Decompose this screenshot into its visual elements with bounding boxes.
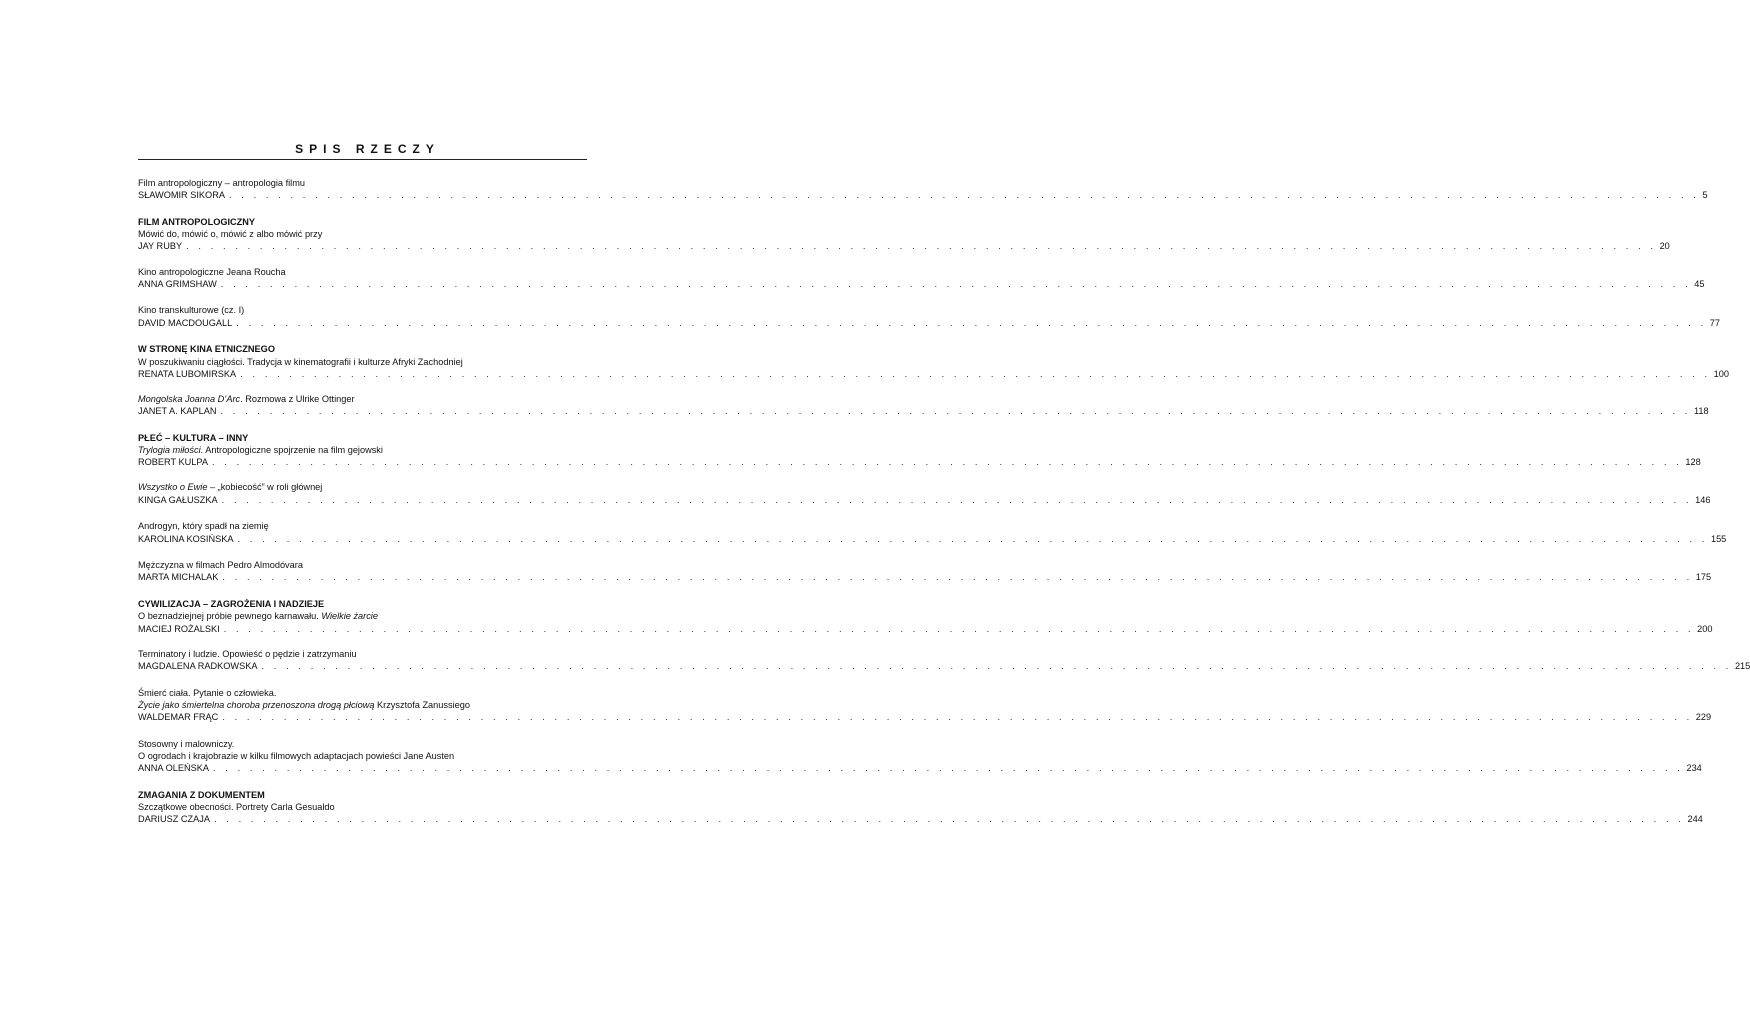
author-line: [138, 711, 1712, 723]
author-line: [138, 240, 1670, 252]
author-name: WALDEMAR FRĄC: [138, 712, 219, 723]
toc-entry: [138, 738, 1702, 775]
title-segment: Stosowny i malowniczy.: [138, 738, 235, 749]
page-number: 234: [1686, 763, 1702, 774]
author-line: [138, 762, 1702, 774]
page-number: 118: [1693, 406, 1709, 417]
entry-title-line: [138, 648, 587, 660]
author-line: [138, 571, 1712, 583]
page-title: SPIS RZECZY: [295, 142, 440, 156]
page-number: 146: [1695, 494, 1711, 505]
author-line: [138, 533, 1727, 545]
author-line: [138, 660, 1750, 672]
author-name: DAVID MACDOUGALL: [138, 317, 233, 328]
toc-list: [138, 177, 1750, 826]
italic-title-segment: Życie jako śmiertelna choroba przenoszona drogą płciową: [138, 699, 375, 710]
author-line: [138, 494, 1711, 506]
dot-leader: . . . . . . . . . . . . . . . . . . . . . . . . . . . . . . . . . . . . . . . . . . . . . . . . . . . . . . . . . . . . . . . . . . . . . . . . . . . . . . . . . . . . . . . . . . . . . . . . . . . . . . . . . . . . . . . . . . . . . . . .: [211, 457, 1683, 468]
author-line: [138, 317, 1720, 329]
page-number: 5: [1702, 190, 1708, 201]
author-name: JANET A. KAPLAN: [138, 406, 217, 417]
section-heading: FILM ANTROPOLOGICZNY: [138, 216, 256, 227]
entry-title-line: [138, 738, 587, 750]
entry-title-line: [138, 393, 587, 405]
dot-leader: . . . . . . . . . . . . . . . . . . . . . . . . . . . . . . . . . . . . . . . . . . . . . . . . . . . . . . . . . . . . . . . . . . . . . . . . . . . . . . . . . . . . . . . . . . . . . . . . . . . . . . . . . . . . . . . . . . . . . . . .: [222, 572, 1693, 583]
toc-entry: [138, 520, 1727, 544]
section-heading: ZMAGANIA Z DOKUMENTEM: [138, 789, 265, 800]
dot-leader: . . . . . . . . . . . . . . . . . . . . . . . . . . . . . . . . . . . . . . . . . . . . . . . . . . . . . . . . . . . . . . . . . . . . . . . . . . . . . . . . . . . . . . . . . . . . . . . . . . . . . . . . . . . . . . . . . . . . . . . .: [220, 278, 1692, 289]
page-number: 215: [1734, 660, 1750, 671]
dot-leader: . . . . . . . . . . . . . . . . . . . . . . . . . . . . . . . . . . . . . . . . . . . . . . . . . . . . . . . . . . . . . . . . . . . . . . . . . . . . . . . . . . . . . . . . . . . . . . . . . . . . . . . . . . . . . . . . . . . . . . . .: [220, 406, 1691, 417]
entry-title-line: [138, 801, 587, 813]
author-name: MACIEJ ROŻALSKI: [138, 623, 220, 634]
author-line: [138, 189, 1708, 201]
title-segment: Śmierć ciała. Pytanie o człowieka.: [138, 687, 277, 698]
page-number: 200: [1697, 623, 1713, 634]
dot-leader: . . . . . . . . . . . . . . . . . . . . . . . . . . . . . . . . . . . . . . . . . . . . . . . . . . . . . . . . . . . . . . . . . . . . . . . . . . . . . . . . . . . . . . . . . . . . . . . . . . . . . . . . . . . . . . . . . . . . . . . .: [261, 660, 1732, 671]
dot-leader: . . . . . . . . . . . . . . . . . . . . . . . . . . . . . . . . . . . . . . . . . . . . . . . . . . . . . . . . . . . . . . . . . . . . . . . . . . . . . . . . . . . . . . . . . . . . . . . . . . . . . . . . . . . . . . . . . . . . . . . .: [240, 368, 1711, 379]
author-name: ANNA GRIMSHAW: [138, 278, 217, 289]
italic-title-segment: Trylogia miłości: [138, 445, 201, 456]
title-segment: Krzysztofa Zanussiego: [374, 699, 470, 710]
page-number: 244: [1687, 814, 1703, 825]
toc-entry: [138, 648, 1750, 672]
toc-entry: [138, 432, 1701, 469]
title-segment: . Antropologiczne spojrzenie na film gejowski: [200, 445, 383, 456]
entry-title-line: [138, 750, 587, 762]
dot-leader: . . . . . . . . . . . . . . . . . . . . . . . . . . . . . . . . . . . . . . . . . . . . . . . . . . . . . . . . . . . . . . . . . . . . . . . . . . . . . . . . . . . . . . . . . . . . . . . . . . . . . . . . . . . . . . . . . . . . . . . .: [222, 712, 1693, 723]
section-heading: CYWILIZACJA – ZAGROŻENIA I NADZIEJE: [138, 599, 325, 610]
section-heading: PŁEĆ – KULTURA – INNY: [138, 432, 249, 443]
toc-entry: [138, 266, 1705, 290]
toc-entry: [138, 216, 1670, 253]
title-segment: – „kobiecość” w roli głównej: [207, 482, 323, 493]
title-rule: [138, 159, 587, 160]
dot-leader: . . . . . . . . . . . . . . . . . . . . . . . . . . . . . . . . . . . . . . . . . . . . . . . . . . . . . . . . . . . . . . . . . . . . . . . . . . . . . . . . . . . . . . . . . . . . . . . . . . . . . . . . . . . . . . . . . . . . . . . .: [221, 494, 1693, 505]
author-line: [138, 405, 1709, 417]
author-name: RENATA LUBOMIRSKA: [138, 368, 237, 379]
page-number: 20: [1659, 241, 1670, 252]
toc-entry: [138, 598, 1713, 635]
title-segment: Androgyn, który spadł na ziemię: [138, 521, 269, 532]
entry-title-line: [138, 559, 587, 571]
toc-entry: [138, 177, 1708, 201]
entry-title-line: [138, 699, 587, 711]
author-line: [138, 278, 1705, 290]
dot-leader: . . . . . . . . . . . . . . . . . . . . . . . . . . . . . . . . . . . . . . . . . . . . . . . . . . . . . . . . . . . . . . . . . . . . . . . . . . . . . . . . . . . . . . . . . . . . . . . . . . . . . . . . . . . . . . . . . . . . . . . .: [237, 533, 1708, 544]
author-name: DARIUSZ CZAJA: [138, 814, 210, 825]
author-name: MARTA MICHALAK: [138, 572, 219, 583]
entry-title-line: [138, 356, 587, 368]
entry-title-line: [138, 610, 587, 622]
entry-title-line: [138, 687, 587, 699]
author-line: [138, 456, 1701, 468]
entry-title-line: [138, 266, 587, 278]
title-segment: . Rozmowa z Ulrike Ottinger: [240, 393, 355, 404]
italic-title-segment: Wszystko o Ewie: [138, 482, 208, 493]
author-name: ANNA OLEŃSKA: [138, 763, 209, 774]
author-line: [138, 623, 1713, 635]
toc-entry: [138, 789, 1703, 826]
section-heading: W STRONĘ KINA ETNICZNEGO: [138, 344, 275, 355]
page-number: 175: [1695, 572, 1712, 583]
page-number: 45: [1694, 278, 1705, 289]
title-segment: O ogrodach i krajobrazie w kilku filmowych adaptacjach powieści Jane Austen: [138, 751, 455, 761]
title-segment: Kino antropologiczne Jeana Roucha: [138, 266, 286, 277]
author-name: KINGA GAŁUSZKA: [138, 494, 218, 505]
dot-leader: . . . . . . . . . . . . . . . . . . . . . . . . . . . . . . . . . . . . . . . . . . . . . . . . . . . . . . . . . . . . . . . . . . . . . . . . . . . . . . . . . . . . . . . . . . . . . . . . . . . . . . . . . . . . . . . . . . . . . . . .: [186, 241, 1657, 252]
title-segment: Terminatory i ludzie. Opowieść o pędzie i zatrzymaniu: [138, 648, 357, 659]
toc-entry: [138, 687, 1712, 724]
entry-title-line: [138, 444, 587, 456]
author-name: ROBERT KULPA: [138, 457, 208, 468]
dot-leader: . . . . . . . . . . . . . . . . . . . . . . . . . . . . . . . . . . . . . . . . . . . . . . . . . . . . . . . . . . . . . . . . . . . . . . . . . . . . . . . . . . . . . . . . . . . . . . . . . . . . . . . . . . . . . . . . . . . . . . . .: [223, 623, 1695, 634]
dot-leader: . . . . . . . . . . . . . . . . . . . . . . . . . . . . . . . . . . . . . . . . . . . . . . . . . . . . . . . . . . . . . . . . . . . . . . . . . . . . . . . . . . . . . . . . . . . . . . . . . . . . . . . . . . . . . . . . . . . . . . . .: [212, 763, 1684, 774]
toc-entry: [138, 481, 1711, 505]
author-line: [138, 813, 1703, 825]
page-number: 229: [1695, 712, 1712, 723]
entry-title-line: [138, 228, 587, 240]
italic-title-segment: Mongolska Joanna D’Arc: [138, 393, 241, 404]
page-number: 100: [1713, 368, 1730, 379]
title-segment: Kino transkulturowe (cz. I): [138, 305, 245, 316]
entry-title-line: [138, 481, 587, 493]
dot-leader: . . . . . . . . . . . . . . . . . . . . . . . . . . . . . . . . . . . . . . . . . . . . . . . . . . . . . . . . . . . . . . . . . . . . . . . . . . . . . . . . . . . . . . . . . . . . . . . . . . . . . . . . . . . . . . . . . . . . . . . .: [236, 317, 1707, 328]
author-name: SŁAWOMIR SIKORA: [138, 190, 225, 201]
dot-leader: . . . . . . . . . . . . . . . . . . . . . . . . . . . . . . . . . . . . . . . . . . . . . . . . . . . . . . . . . . . . . . . . . . . . . . . . . . . . . . . . . . . . . . . . . . . . . . . . . . . . . . . . . . . . . . . . . . . . . . . .: [228, 190, 1700, 201]
author-name: JAY RUBY: [138, 241, 183, 252]
toc-entry: [138, 559, 1712, 583]
entry-title-line: [138, 520, 587, 532]
title-segment: Szczątkowe obecności. Portrety Carla Gesualdo: [138, 802, 335, 813]
toc-entry: [138, 304, 1720, 328]
table-of-contents: [138, 141, 1750, 839]
entry-title-line: [138, 304, 587, 316]
title-segment: Mówić do, mówić o, mówić z albo mówić przy: [138, 229, 323, 240]
toc-entry: [138, 393, 1709, 417]
title-segment: O beznadziejnej próbie pewnego karnawału.: [138, 611, 322, 622]
italic-title-segment: Wielkie żarcie: [321, 611, 378, 622]
author-name: KAROLINA KOSIŃSKA: [138, 533, 234, 544]
dot-leader: . . . . . . . . . . . . . . . . . . . . . . . . . . . . . . . . . . . . . . . . . . . . . . . . . . . . . . . . . . . . . . . . . . . . . . . . . . . . . . . . . . . . . . . . . . . . . . . . . . . . . . . . . . . . . . . . . . . . . . . .: [213, 814, 1685, 825]
title-segment: Film antropologiczny – antropologia filmu: [138, 178, 305, 188]
title-segment: Mężczyzna w filmach Pedro Almodóvara: [138, 560, 303, 571]
page-number: 155: [1710, 533, 1727, 544]
page-number: 77: [1709, 317, 1720, 328]
author-line: [138, 368, 1730, 380]
page-number: 128: [1685, 457, 1701, 468]
title-segment: W poszukiwaniu ciągłości. Tradycja w kinematografii i kulturze Afryki Zachodniej: [138, 356, 463, 367]
entry-title-line: [138, 177, 587, 189]
toc-entry: [138, 343, 1730, 380]
author-name: MAGDALENA RADKOWSKA: [138, 660, 258, 671]
